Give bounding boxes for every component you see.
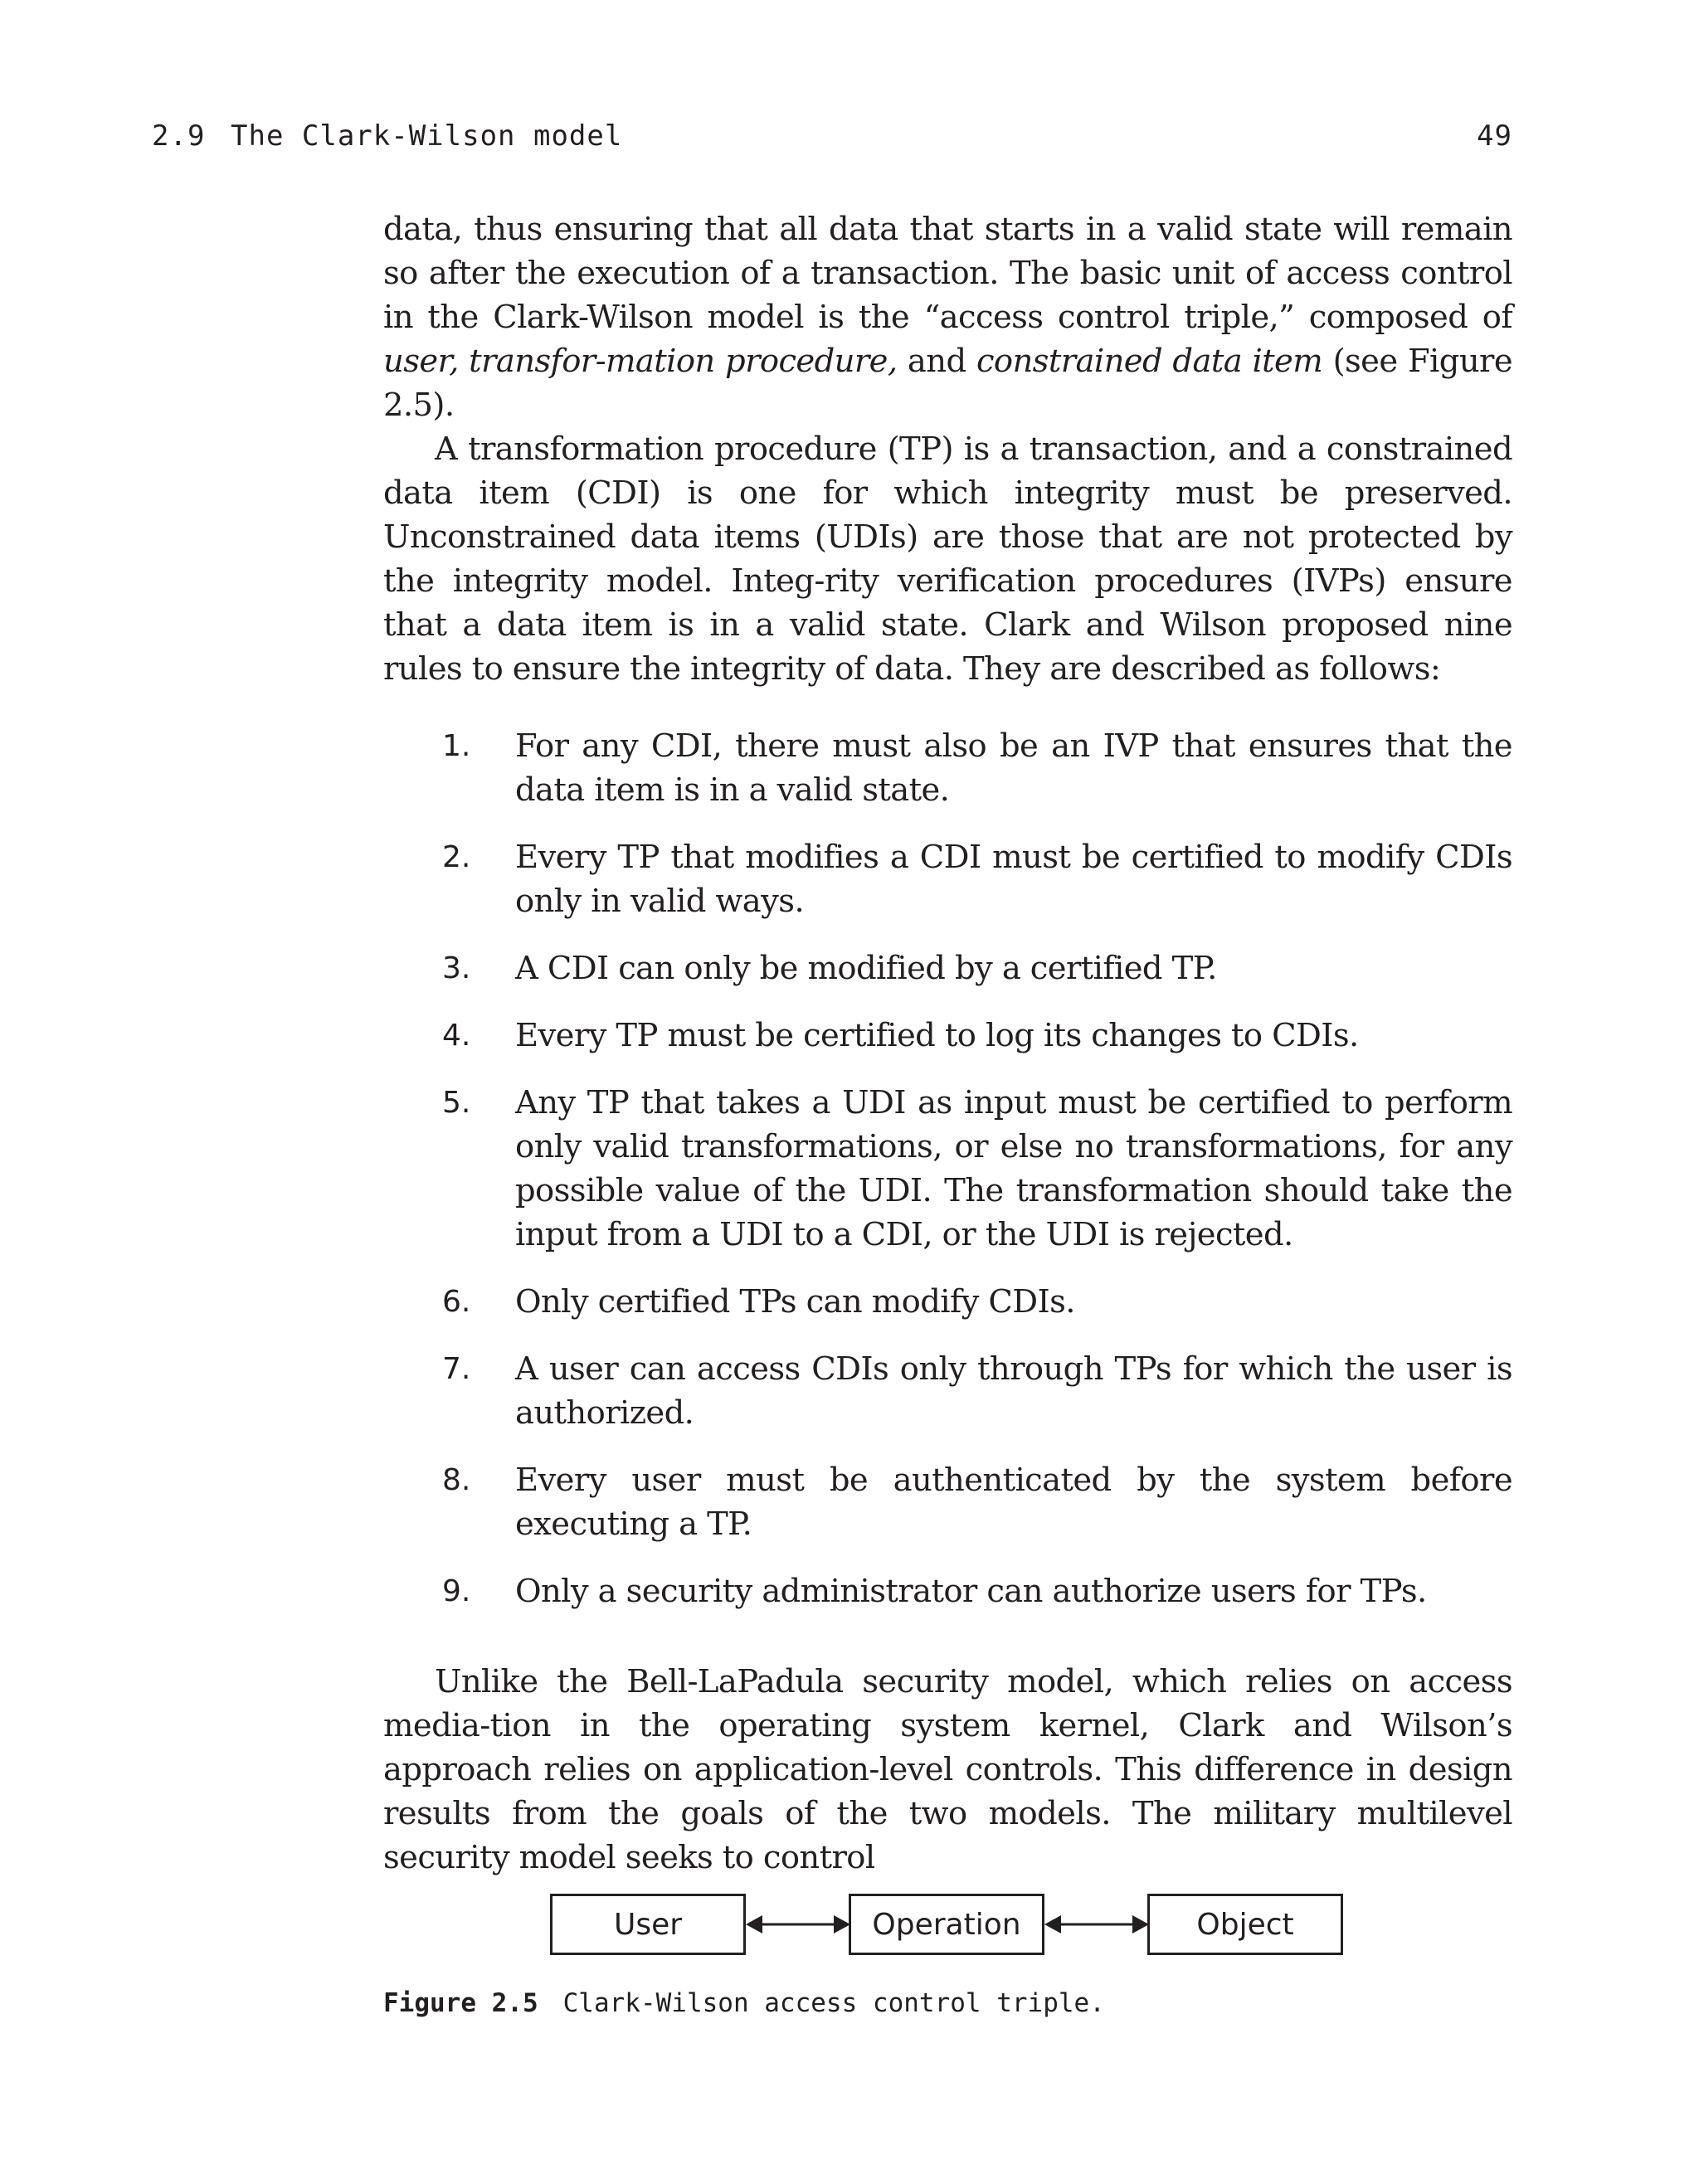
list-item: 4. Every TP must be certified to log its changes to CDIs.	[442, 1017, 1359, 1054]
list-item: 3. A CDI can only be modified by a certified TP.	[442, 950, 1217, 987]
list-item: 2. Every TP that modifies a CDI must be certified to modify CDIs only in valid ways.	[442, 839, 1512, 920]
running-head	[152, 116, 1512, 156]
double-arrow	[1044, 1912, 1149, 1937]
operation-box: Operation	[849, 1894, 1044, 1955]
caption-label: Figure 2.5	[383, 1988, 538, 2018]
list-item: 7. A user can access CDIs only through TPs for which the user is authorized.	[442, 1350, 1512, 1432]
object-box: Object	[1147, 1894, 1343, 1955]
paragraph-1: data, thus ensuring that all data that starts in a valid state will remain so after the execution of a transaction. The basic unit of access control in the Clark-Wilson model is the “access control triple,” composed of user, transfor-mation procedure, and constrained data item (see Figure 2.5).	[383, 211, 1513, 424]
user-box: User	[550, 1894, 746, 1955]
paragraph-2: A transformation procedure (TP) is a transaction, and a constrained data item (CDI) is one for which integrity must be preserved. Unconstrained data items (UDIs) are those that are not protected by the integrity model. Integ-rity verification procedures (IVPs) ensure that a data item is in a valid state. Clark and Wilson proposed nine rules to ensure the integrity of data. They are described as follows:	[383, 430, 1512, 688]
list-item: 6. Only certified TPs can modify CDIs.	[442, 1283, 1075, 1321]
list-item: 5. Any TP that takes a UDI as input must be certified to perform only valid transformations, or else no transformations, for any possible value of the UDI. The transformation should take the input from a UDI to a CDI, or the UDI is rejected.	[442, 1084, 1512, 1253]
section-title: The Clark-Wilson model	[231, 119, 623, 153]
body-text	[383, 207, 1512, 1880]
section-number: 2.9	[152, 119, 206, 153]
figure-caption	[383, 1987, 1105, 2020]
figure-diagram	[550, 1894, 1346, 1955]
paragraph-3: Unlike the Bell-LaPadula security model, which relies on access media-tion in the operating system kernel, Clark and Wilson’s approach relies on application-level controls. This difference in design results from the goals of the two models. The military multilevel security model seeks to control	[383, 1663, 1512, 1876]
list-item: 8. Every user must be authenticated by the system before executing a TP.	[442, 1462, 1512, 1543]
list-item: 9. Only a security administrator can authorize users for TPs.	[442, 1573, 1427, 1610]
caption-text: Clark-Wilson access control triple.	[562, 1988, 1105, 2018]
page-number: 49	[1477, 119, 1512, 153]
list-item: 1. For any CDI, there must also be an IVP that ensures that the data item is in a valid state.	[442, 727, 1512, 809]
double-arrow	[746, 1912, 850, 1937]
rules-list	[383, 724, 1512, 1613]
